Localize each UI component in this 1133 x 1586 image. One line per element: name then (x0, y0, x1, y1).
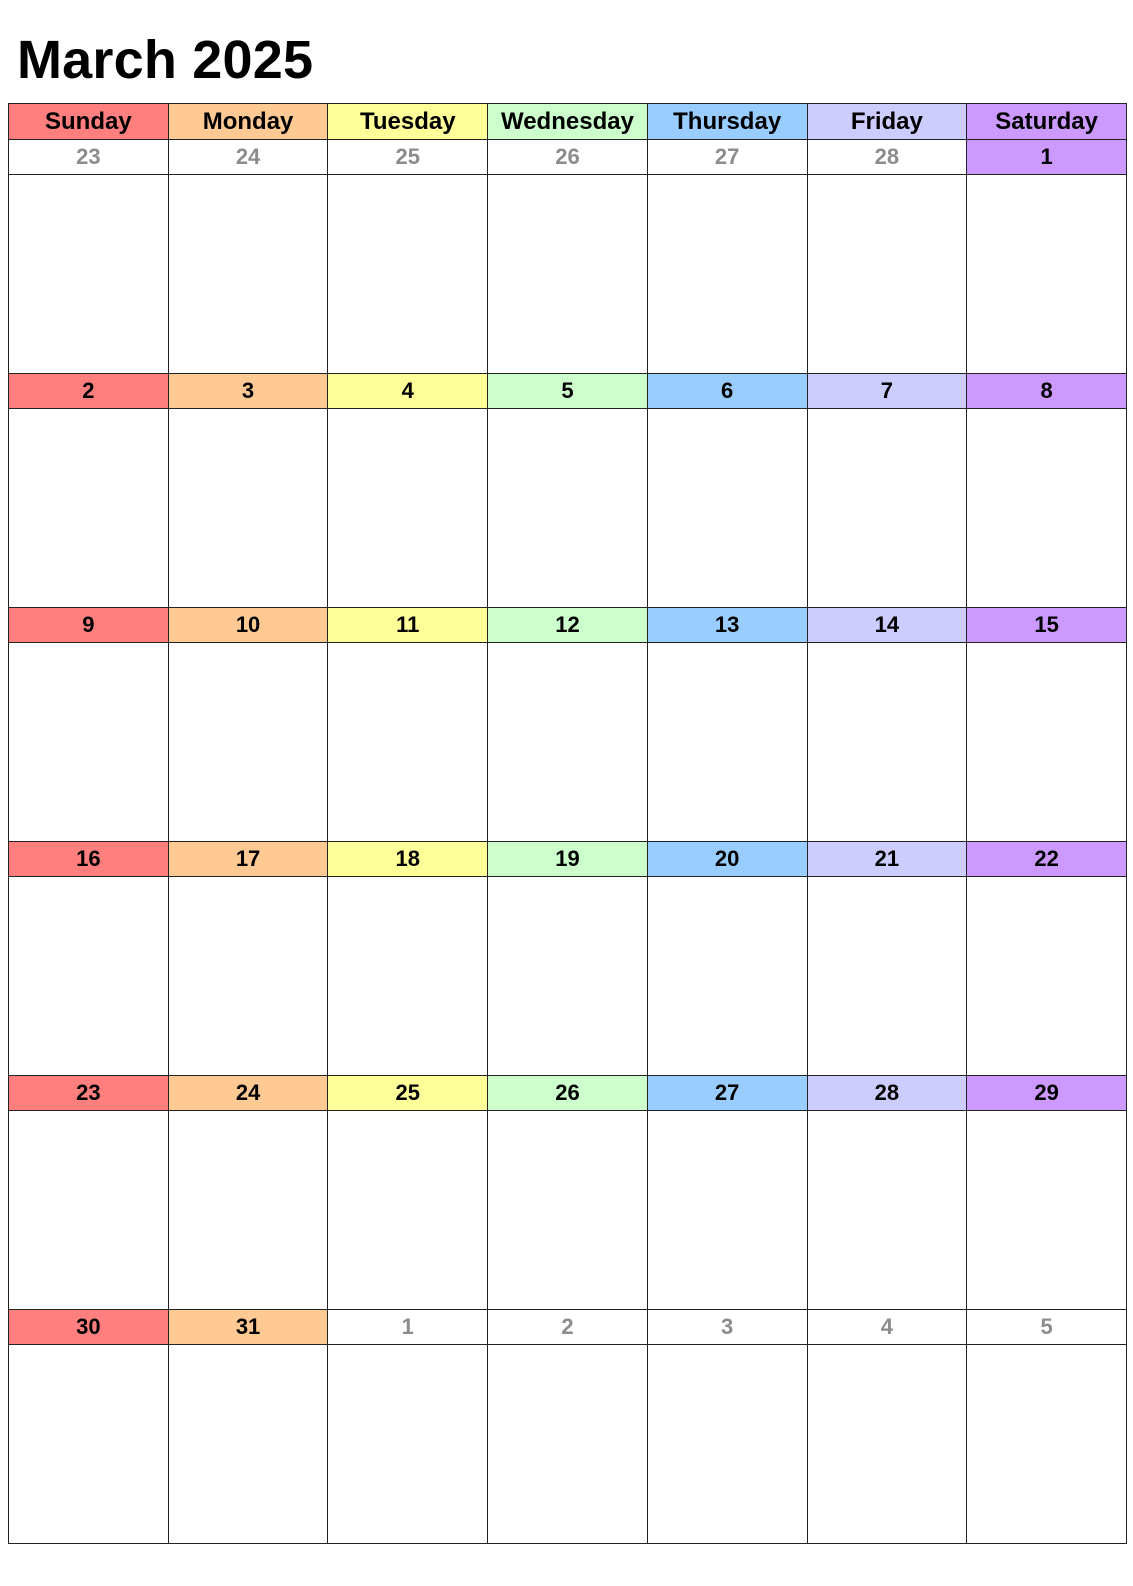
day-number-outside-month: 23 (9, 140, 169, 175)
day-notes-cell[interactable] (647, 1111, 807, 1310)
weekday-header-wednesday: Wednesday (488, 104, 648, 140)
calendar-body (9, 140, 1127, 1544)
day-number: 2 (9, 374, 169, 409)
day-number-outside-month: 25 (328, 140, 488, 175)
day-notes-cell[interactable] (168, 1111, 328, 1310)
day-number-outside-month: 5 (967, 1310, 1127, 1345)
day-number: 13 (647, 608, 807, 643)
weekday-header-saturday: Saturday (967, 104, 1127, 140)
day-number: 20 (647, 842, 807, 877)
day-number: 3 (168, 374, 328, 409)
day-notes-cell[interactable] (647, 877, 807, 1076)
day-number: 19 (488, 842, 648, 877)
day-number-outside-month: 24 (168, 140, 328, 175)
day-notes-cell[interactable] (967, 643, 1127, 842)
day-number: 14 (807, 608, 967, 643)
day-notes-cell[interactable] (647, 175, 807, 374)
day-notes-cell[interactable] (807, 409, 967, 608)
week-6-date-row (9, 1310, 1127, 1345)
week-3-notes-row (9, 643, 1127, 842)
week-5-notes-row (9, 1111, 1127, 1310)
day-number: 30 (9, 1310, 169, 1345)
day-notes-cell[interactable] (488, 1345, 648, 1544)
day-number-outside-month: 26 (488, 140, 648, 175)
day-notes-cell[interactable] (168, 1345, 328, 1544)
day-notes-cell[interactable] (168, 175, 328, 374)
day-notes-cell[interactable] (488, 175, 648, 374)
day-number-outside-month: 4 (807, 1310, 967, 1345)
weekday-header-sunday: Sunday (9, 104, 169, 140)
week-3-date-row (9, 608, 1127, 643)
day-number: 15 (967, 608, 1127, 643)
day-notes-cell[interactable] (647, 409, 807, 608)
day-number-outside-month: 3 (647, 1310, 807, 1345)
week-2-notes-row (9, 409, 1127, 608)
day-notes-cell[interactable] (488, 409, 648, 608)
day-notes-cell[interactable] (168, 409, 328, 608)
page-title: March 2025 (17, 30, 314, 90)
day-notes-cell[interactable] (807, 1111, 967, 1310)
day-notes-cell[interactable] (807, 643, 967, 842)
day-notes-cell[interactable] (168, 643, 328, 842)
day-number: 24 (168, 1076, 328, 1111)
weekday-header-row (9, 104, 1127, 140)
day-notes-cell[interactable] (328, 877, 488, 1076)
week-6-notes-row (9, 1345, 1127, 1544)
day-notes-cell[interactable] (967, 1345, 1127, 1544)
week-1-date-row (9, 140, 1127, 175)
day-number: 9 (9, 608, 169, 643)
day-number: 31 (168, 1310, 328, 1345)
day-number: 26 (488, 1076, 648, 1111)
day-number: 27 (647, 1076, 807, 1111)
day-number: 1 (967, 140, 1127, 175)
day-notes-cell[interactable] (647, 1345, 807, 1544)
weekday-header-monday: Monday (168, 104, 328, 140)
day-number: 6 (647, 374, 807, 409)
day-number: 12 (488, 608, 648, 643)
day-notes-cell[interactable] (9, 175, 169, 374)
week-4-date-row (9, 842, 1127, 877)
day-number-outside-month: 28 (807, 140, 967, 175)
day-notes-cell[interactable] (807, 1345, 967, 1544)
day-number: 11 (328, 608, 488, 643)
day-notes-cell[interactable] (967, 877, 1127, 1076)
day-notes-cell[interactable] (9, 1345, 169, 1544)
calendar-grid (8, 103, 1127, 1544)
day-number: 16 (9, 842, 169, 877)
day-number: 17 (168, 842, 328, 877)
day-notes-cell[interactable] (488, 1111, 648, 1310)
weekday-header-friday: Friday (807, 104, 967, 140)
day-notes-cell[interactable] (328, 1111, 488, 1310)
day-notes-cell[interactable] (328, 409, 488, 608)
day-notes-cell[interactable] (647, 643, 807, 842)
day-number: 21 (807, 842, 967, 877)
day-number: 28 (807, 1076, 967, 1111)
day-notes-cell[interactable] (168, 877, 328, 1076)
week-2-date-row (9, 374, 1127, 409)
weekday-header-tuesday: Tuesday (328, 104, 488, 140)
day-notes-cell[interactable] (967, 409, 1127, 608)
day-number: 22 (967, 842, 1127, 877)
day-notes-cell[interactable] (9, 1111, 169, 1310)
week-5-date-row (9, 1076, 1127, 1111)
day-number: 7 (807, 374, 967, 409)
day-number: 8 (967, 374, 1127, 409)
day-number: 18 (328, 842, 488, 877)
day-number: 5 (488, 374, 648, 409)
day-notes-cell[interactable] (488, 877, 648, 1076)
week-1-notes-row (9, 175, 1127, 374)
day-number: 29 (967, 1076, 1127, 1111)
day-notes-cell[interactable] (967, 175, 1127, 374)
day-notes-cell[interactable] (328, 1345, 488, 1544)
day-notes-cell[interactable] (488, 643, 648, 842)
week-4-notes-row (9, 877, 1127, 1076)
day-notes-cell[interactable] (9, 643, 169, 842)
day-notes-cell[interactable] (807, 175, 967, 374)
weekday-header-thursday: Thursday (647, 104, 807, 140)
day-number: 25 (328, 1076, 488, 1111)
day-number: 10 (168, 608, 328, 643)
day-number: 4 (328, 374, 488, 409)
day-number-outside-month: 1 (328, 1310, 488, 1345)
day-number-outside-month: 27 (647, 140, 807, 175)
day-notes-cell[interactable] (807, 877, 967, 1076)
day-notes-cell[interactable] (328, 175, 488, 374)
day-number-outside-month: 2 (488, 1310, 648, 1345)
day-notes-cell[interactable] (328, 643, 488, 842)
day-notes-cell[interactable] (967, 1111, 1127, 1310)
day-notes-cell[interactable] (9, 409, 169, 608)
day-number: 23 (9, 1076, 169, 1111)
day-notes-cell[interactable] (9, 877, 169, 1076)
